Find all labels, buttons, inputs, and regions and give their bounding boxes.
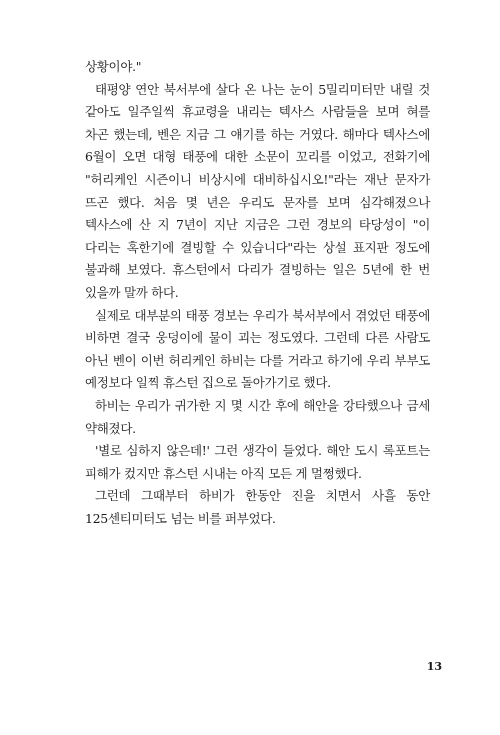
paragraph-1: 상황이야." [85, 59, 142, 74]
paragraph-4: 하비는 우리가 귀가한 지 몇 시간 후에 해안을 강타했으나 금세 약해졌다. [85, 397, 430, 436]
body-text [85, 56, 430, 530]
paragraph-2: 태평양 연안 북서부에 살다 온 나는 눈이 5밀리미터만 내릴 것 같아도 일주일씩 휴교령을 내리는 텍사스 사람들을 보며 혀를 차곤 했는데, 벤은 지금 그 얘기를 하는 거였다. 해마다 텍사스에 6월이 오면 대형 태풍에 대한 소문이 꼬리를 이었고, 전화기에 "허리케인 시즌이니 비상시에 대비하십시오!"라는 재난 문자가 뜨곤 했다. 처음 몇 년은 우리도 문자를 보며 심각해졌으나 텍사스에 산 지 7년이 지난 지금은 그런 경보의 타당성이 "이 다리는 혹한기에 결빙할 수 있습니다"라는 상설 표지판 정도에 불과해 보였다. 휴스턴에서 다리가 결빙하는 일은 5년에 한 번 있을까 말까 하다. [85, 81, 430, 300]
paragraph-3: 실제로 대부분의 태풍 경보는 우리가 북서부에서 겪었던 태풍에 비하면 결국 웅덩이에 물이 괴는 정도였다. 그런데 다른 사람도 아닌 벤이 이번 허리케인 하비는 다를 거라고 하기에 우리 부부도 예정보다 일찍 휴스턴 집으로 돌아가기로 했다. [85, 307, 430, 391]
paragraph-6: 그런데 그때부터 하비가 한동안 진을 치면서 사흘 동안 125센티미터도 넘는 비를 퍼부었다. [85, 488, 430, 526]
page-number: 13 [426, 660, 442, 673]
paragraph-5: '별로 심하지 않은데!' 그런 생각이 들었다. 해안 도시 록포트는 피해가 컸지만 휴스턴 시내는 아직 모든 게 멀쩡했다. [85, 443, 430, 481]
